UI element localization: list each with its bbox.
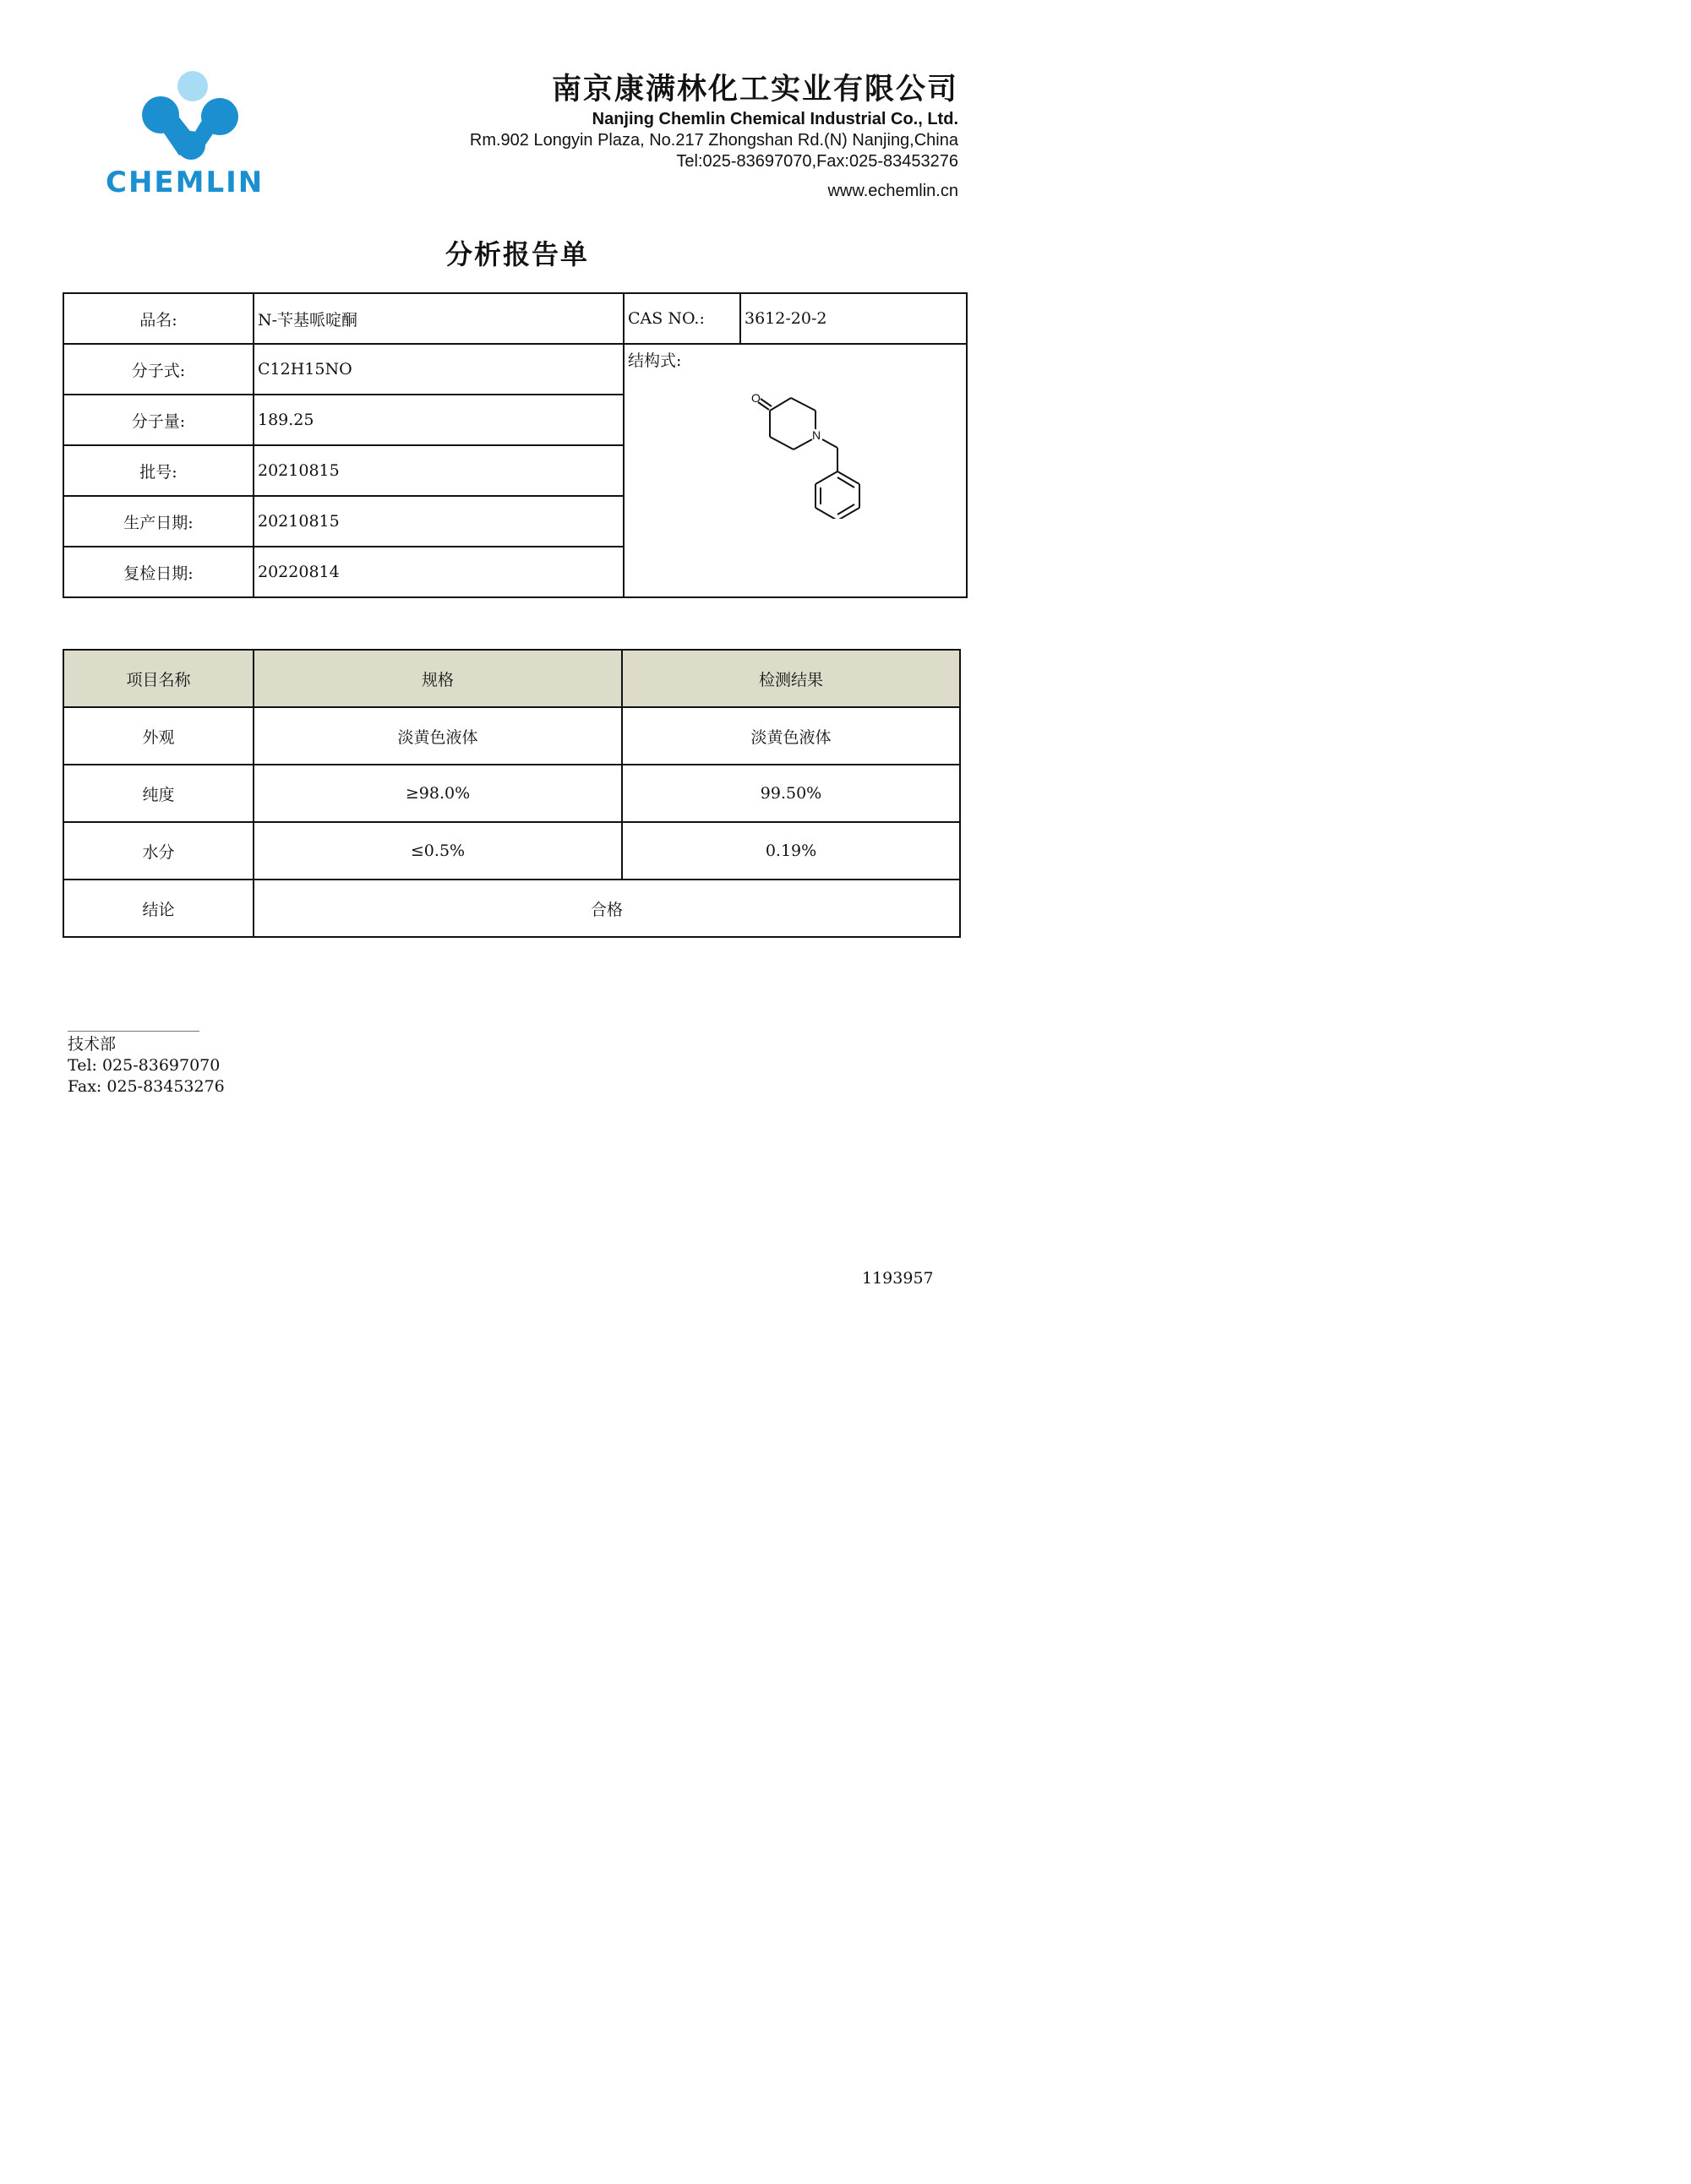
logo-wordmark: CHEMLIN: [106, 166, 265, 199]
department: 技术部: [68, 1035, 117, 1054]
oxygen-atom-label: O: [751, 391, 761, 405]
footer-contact: [68, 1034, 225, 1097]
signature-line: [68, 1031, 199, 1032]
footer-fax: Fax: 025-83453276: [68, 1077, 225, 1096]
product-info-table: [63, 292, 968, 598]
row-result: 99.50%: [622, 765, 960, 822]
footer-tel: Tel: 025-83697070: [68, 1056, 221, 1075]
conclusion-value: 合格: [254, 880, 960, 937]
molecular-weight-value: 189.25: [254, 395, 624, 445]
retest-date-label: 复检日期:: [63, 547, 254, 597]
conclusion-row: [63, 880, 960, 937]
row-spec: ≥98.0%: [254, 765, 622, 822]
table-row: [63, 822, 960, 880]
product-name-label: 品名:: [63, 293, 254, 344]
batch-label: 批号:: [63, 445, 254, 496]
row-spec: ≤0.5%: [254, 822, 622, 880]
nitrogen-atom-label: N: [812, 428, 821, 442]
cas-label: CAS NO.:: [624, 293, 740, 344]
cas-value: 3612-20-2: [740, 293, 967, 344]
analysis-results-table: [63, 649, 961, 938]
company-contact: Tel:025-83697070,Fax:025-83453276: [676, 152, 958, 171]
structure-cell: [624, 344, 967, 597]
row-result: 淡黄色液体: [622, 707, 960, 765]
info-row-name: [63, 293, 967, 344]
structure-diagram: [751, 384, 878, 519]
page-title: 分析报告单: [445, 238, 589, 270]
company-address: Rm.902 Longyin Plaza, No.217 Zhongshan Rd.(N) Nanjing,China: [469, 131, 958, 150]
table-row: [63, 707, 960, 765]
conclusion-label: 结论: [63, 880, 254, 937]
row-spec: 淡黄色液体: [254, 707, 622, 765]
production-date-label: 生产日期:: [63, 496, 254, 547]
batch-value: 20210815: [254, 445, 624, 496]
row-item: 纯度: [63, 765, 254, 822]
header-result: 检测结果: [622, 650, 960, 707]
company-name-cn: 南京康满林化工实业有限公司: [551, 73, 958, 106]
row-item: 水分: [63, 822, 254, 880]
row-item: 外观: [63, 707, 254, 765]
table-row: [63, 765, 960, 822]
formula-label: 分子式:: [63, 344, 254, 395]
structure-label: 结构式:: [628, 351, 682, 370]
info-row-formula: [63, 344, 967, 395]
product-name-value: N-苄基哌啶酮: [254, 293, 624, 344]
molecular-weight-label: 分子量:: [63, 395, 254, 445]
document-number: 1193957: [862, 1269, 934, 1288]
header-item: 项目名称: [63, 650, 254, 707]
formula-value: C12H15NO: [254, 344, 624, 395]
row-result: 0.19%: [622, 822, 960, 880]
header-spec: 规格: [254, 650, 622, 707]
retest-date-value: 20220814: [254, 547, 624, 597]
company-name-en: Nanjing Chemlin Chemical Industrial Co., Ltd.: [592, 110, 958, 128]
company-header: [470, 71, 958, 202]
production-date-value: 20210815: [254, 496, 624, 547]
results-header-row: [63, 650, 960, 707]
company-website: www.echemlin.cn: [827, 182, 958, 200]
